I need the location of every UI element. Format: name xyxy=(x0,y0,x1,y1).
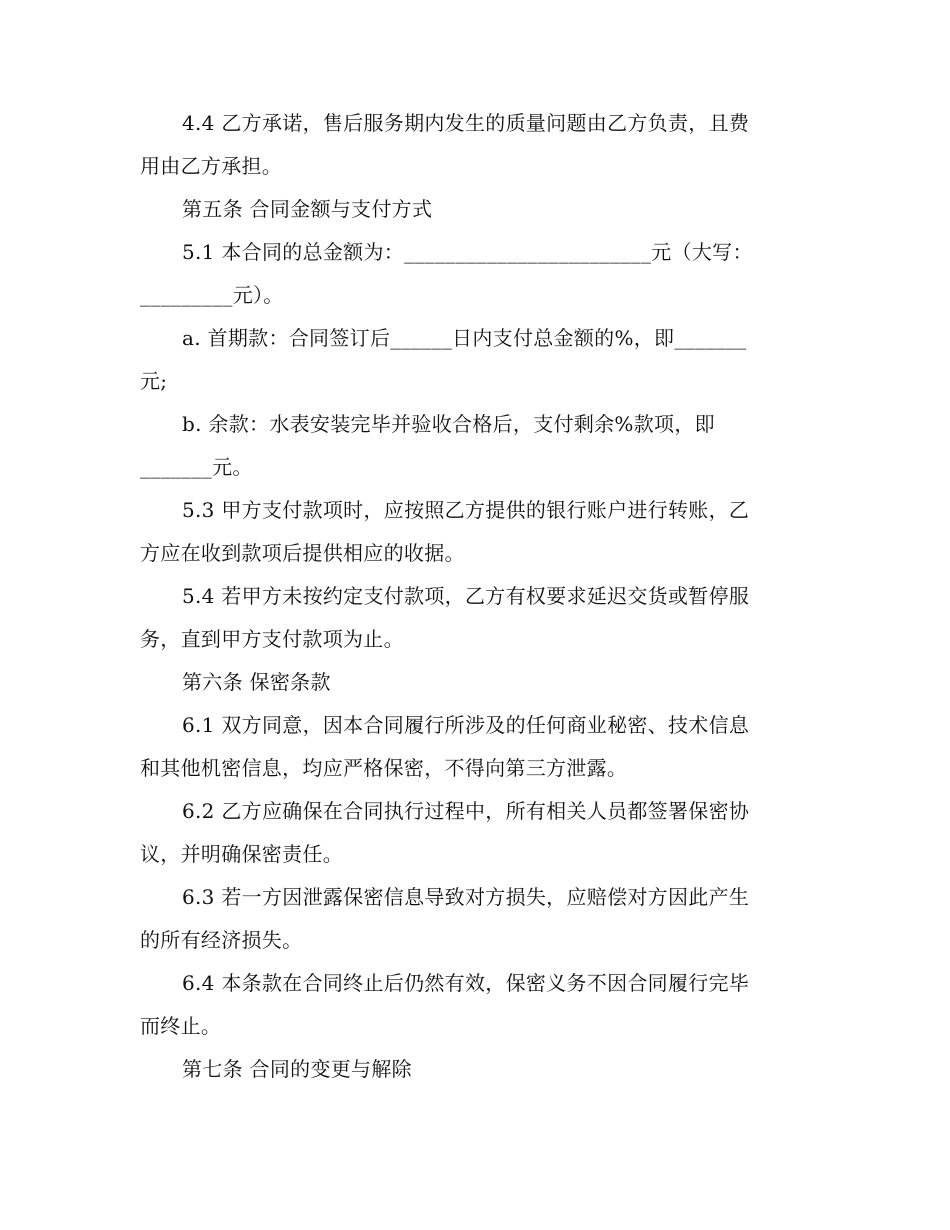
article-6-heading: 第六条 保密条款 xyxy=(182,670,331,694)
clause-6-3-line-2: 的所有经济损失。 xyxy=(140,928,303,952)
clause-5-a-line-1: a. 首期款：合同签订后______日内支付总金额的%，即_______ xyxy=(182,326,747,350)
clause-5-4-line-1: 5.4 若甲方未按约定支付款项，乙方有权要求延迟交货或暂停服 xyxy=(182,584,750,608)
clause-6-1-line-1: 6.1 双方同意，因本合同履行所涉及的任何商业秘密、技术信息 xyxy=(182,713,750,737)
clause-5-b-line-2: _______元。 xyxy=(140,455,253,479)
clause-4-4-line-2: 用由乙方承担。 xyxy=(140,154,283,178)
clause-5-3-line-1: 5.3 甲方支付款项时，应按照乙方提供的银行账户进行转账，乙 xyxy=(182,498,750,522)
article-5-heading: 第五条 合同金额与支付方式 xyxy=(182,197,433,221)
clause-6-2-line-2: 议，并明确保密责任。 xyxy=(140,842,343,866)
clause-5-1-line-1: 5.1 本合同的总金额为：________________________元（大写： xyxy=(182,240,753,264)
clause-6-4-line-2: 而终止。 xyxy=(140,1014,222,1038)
clause-5-1-line-2: _________元）。 xyxy=(140,283,284,307)
clause-5-a-line-2: 元; xyxy=(140,369,168,393)
clause-5-4-line-2: 务，直到甲方支付款项为止。 xyxy=(140,627,404,651)
clause-5-b-line-1: b. 余款：水表安装完毕并验收合格后，支付剩余%款项，即 xyxy=(182,412,715,436)
article-7-heading: 第七条 合同的变更与解除 xyxy=(182,1057,412,1081)
clause-6-3-line-1: 6.3 若一方因泄露保密信息导致对方损失，应赔偿对方因此产生 xyxy=(182,885,750,909)
clause-6-4-line-1: 6.4 本条款在合同终止后仍然有效，保密义务不因合同履行完毕 xyxy=(182,971,750,995)
clause-6-1-line-2: 和其他机密信息，均应严格保密，不得向第三方泄露。 xyxy=(140,756,628,780)
clause-6-2-line-1: 6.2 乙方应确保在合同执行过程中，所有相关人员都签署保密协 xyxy=(182,799,750,823)
clause-4-4-line-1: 4.4 乙方承诺，售后服务期内发生的质量问题由乙方负责，且费 xyxy=(182,111,750,135)
clause-5-3-line-2: 方应在收到款项后提供相应的收据。 xyxy=(140,541,465,565)
